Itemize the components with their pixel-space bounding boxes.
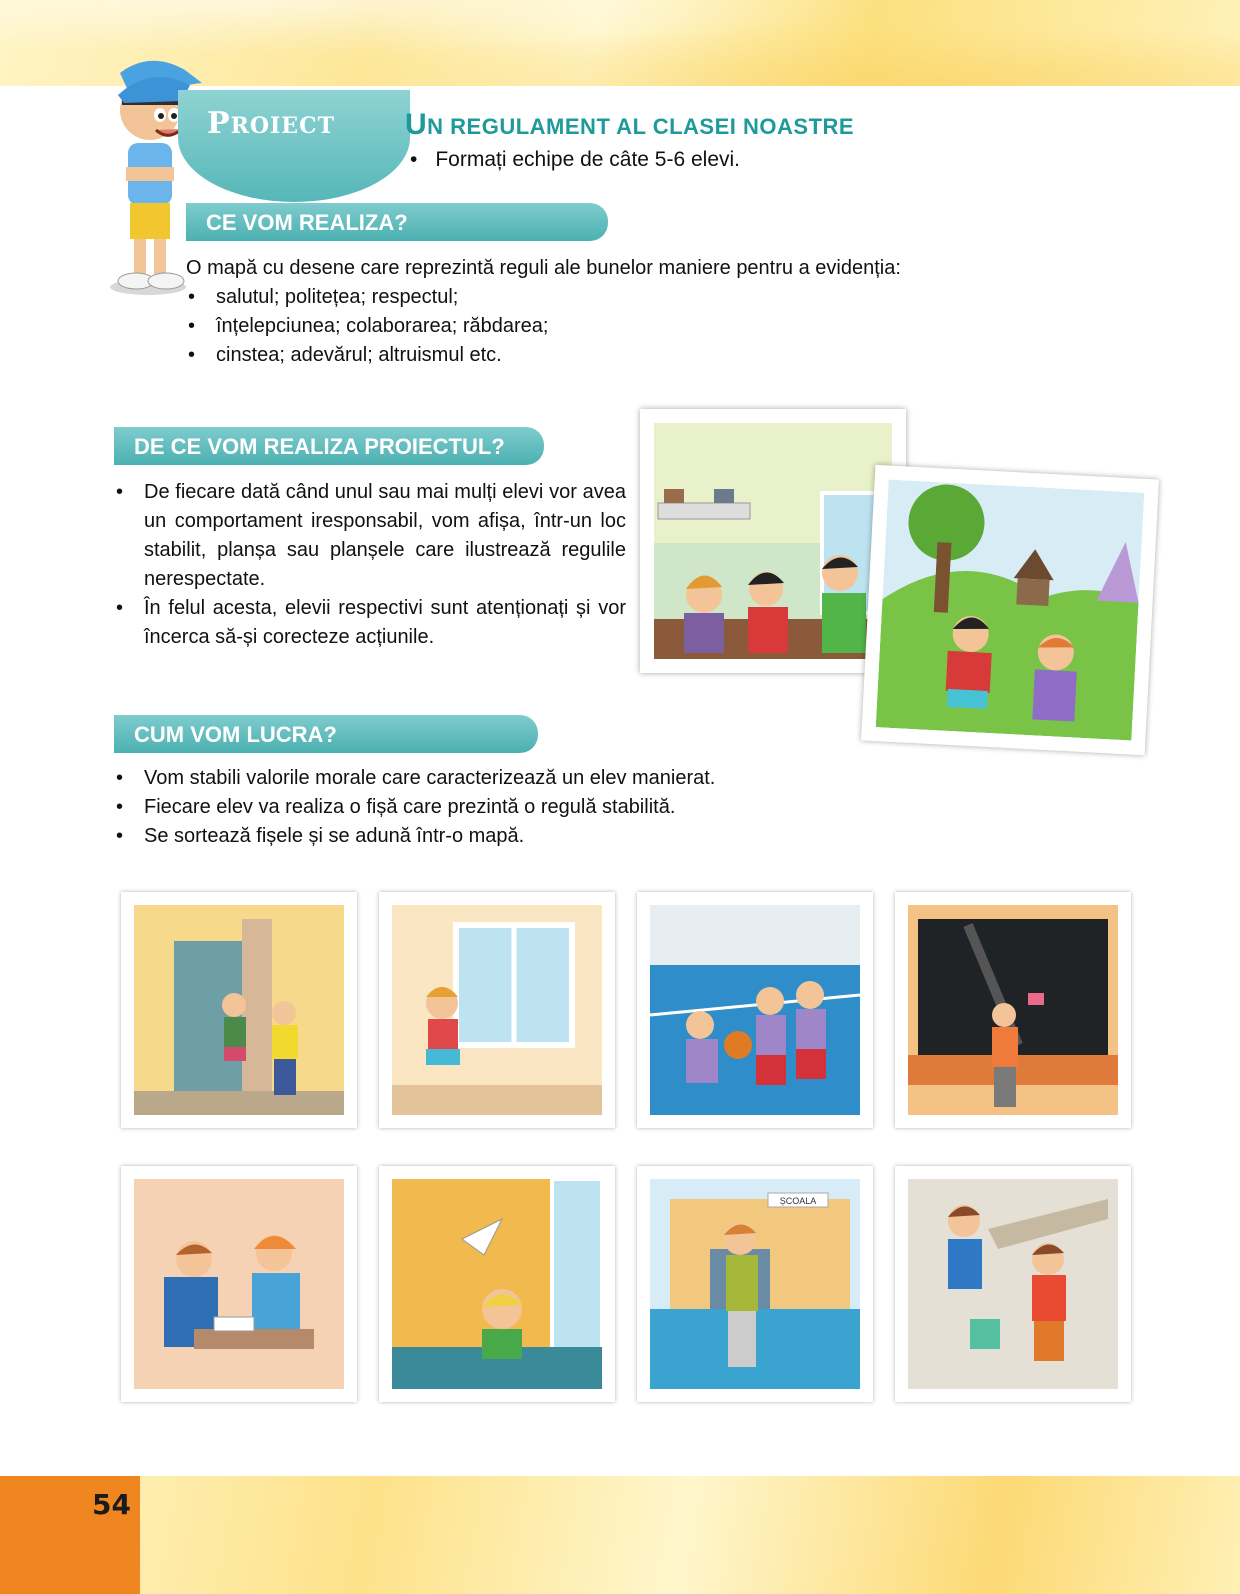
team-instruction: • Formați echipe de câte 5-6 elevi. xyxy=(410,148,741,171)
card-paper-plane xyxy=(379,1166,615,1402)
list-item: • salutul; politețea; respectul; xyxy=(186,283,1186,312)
classroom-illustration xyxy=(654,423,892,659)
list-item: • înțelepciunea; colaborarea; răbdarea; xyxy=(186,312,1186,341)
list-item: • De fiecare dată când unul sau mai mulți elevi vor avea un comportament iresponsabil, vom afișa, într-un loc stabilit, planșa sau planșele care ilustrează regulile nerespectate. xyxy=(114,478,626,594)
broken-window-illustration xyxy=(392,905,602,1115)
paper-plane-illustration xyxy=(392,1179,602,1389)
section-heading-how: CUM VOM LUCRA? xyxy=(114,715,538,753)
card-running xyxy=(895,1166,1131,1402)
section-how-content xyxy=(114,764,1014,851)
card-helping-desk xyxy=(121,1166,357,1402)
card-school xyxy=(637,1166,873,1402)
section-what-intro: O mapă cu desene care reprezintă reguli ale bunelor maniere pentru a evidenția: xyxy=(186,257,901,279)
section-how-list xyxy=(114,764,1014,851)
section-why-list xyxy=(114,478,626,652)
card-broken-window xyxy=(379,892,615,1128)
list-item: • cinstea; adevărul; altruismul etc. xyxy=(186,341,1186,370)
section-heading-what: CE VOM REALIZA? xyxy=(186,203,608,241)
list-item: • Vom stabili valorile morale care caracterizează un elev manierat. xyxy=(114,764,1014,793)
section-what-content xyxy=(186,254,1186,370)
running-illustration xyxy=(908,1179,1118,1389)
basketball-illustration xyxy=(650,905,860,1115)
list-item: • În felul acesta, elevii respectivi sunt atenționați și vor încerca să-și corecteze acțiunile. xyxy=(114,594,626,652)
list-item: • Fiecare elev va realiza o fișă care prezintă o regulă stabilită. xyxy=(114,793,1014,822)
school-sign-text: ȘCOALA xyxy=(779,1196,817,1206)
school-illustration xyxy=(650,1179,860,1389)
helping-illustration xyxy=(134,1179,344,1389)
section-heading-why: DE CE VOM REALIZA PROIECTUL? xyxy=(114,427,544,465)
door-illustration xyxy=(134,905,344,1115)
outdoor-photo xyxy=(861,465,1159,755)
list-item: • Se sortează fișele și se adună într-o mapă. xyxy=(114,822,1014,851)
page-title: UN REGULAMENT AL CLASEI NOASTRE xyxy=(405,108,855,141)
project-label: PROIECT xyxy=(207,106,335,141)
section-what-list xyxy=(186,283,1186,370)
bottom-decorative-band xyxy=(0,1476,1240,1594)
page-number: 54 xyxy=(92,1488,131,1521)
blackboard-illustration xyxy=(908,905,1118,1115)
card-door-courtesy xyxy=(121,892,357,1128)
outdoor-illustration xyxy=(876,479,1145,740)
section-why-content xyxy=(114,478,626,652)
card-basketball xyxy=(637,892,873,1128)
card-blackboard xyxy=(895,892,1131,1128)
